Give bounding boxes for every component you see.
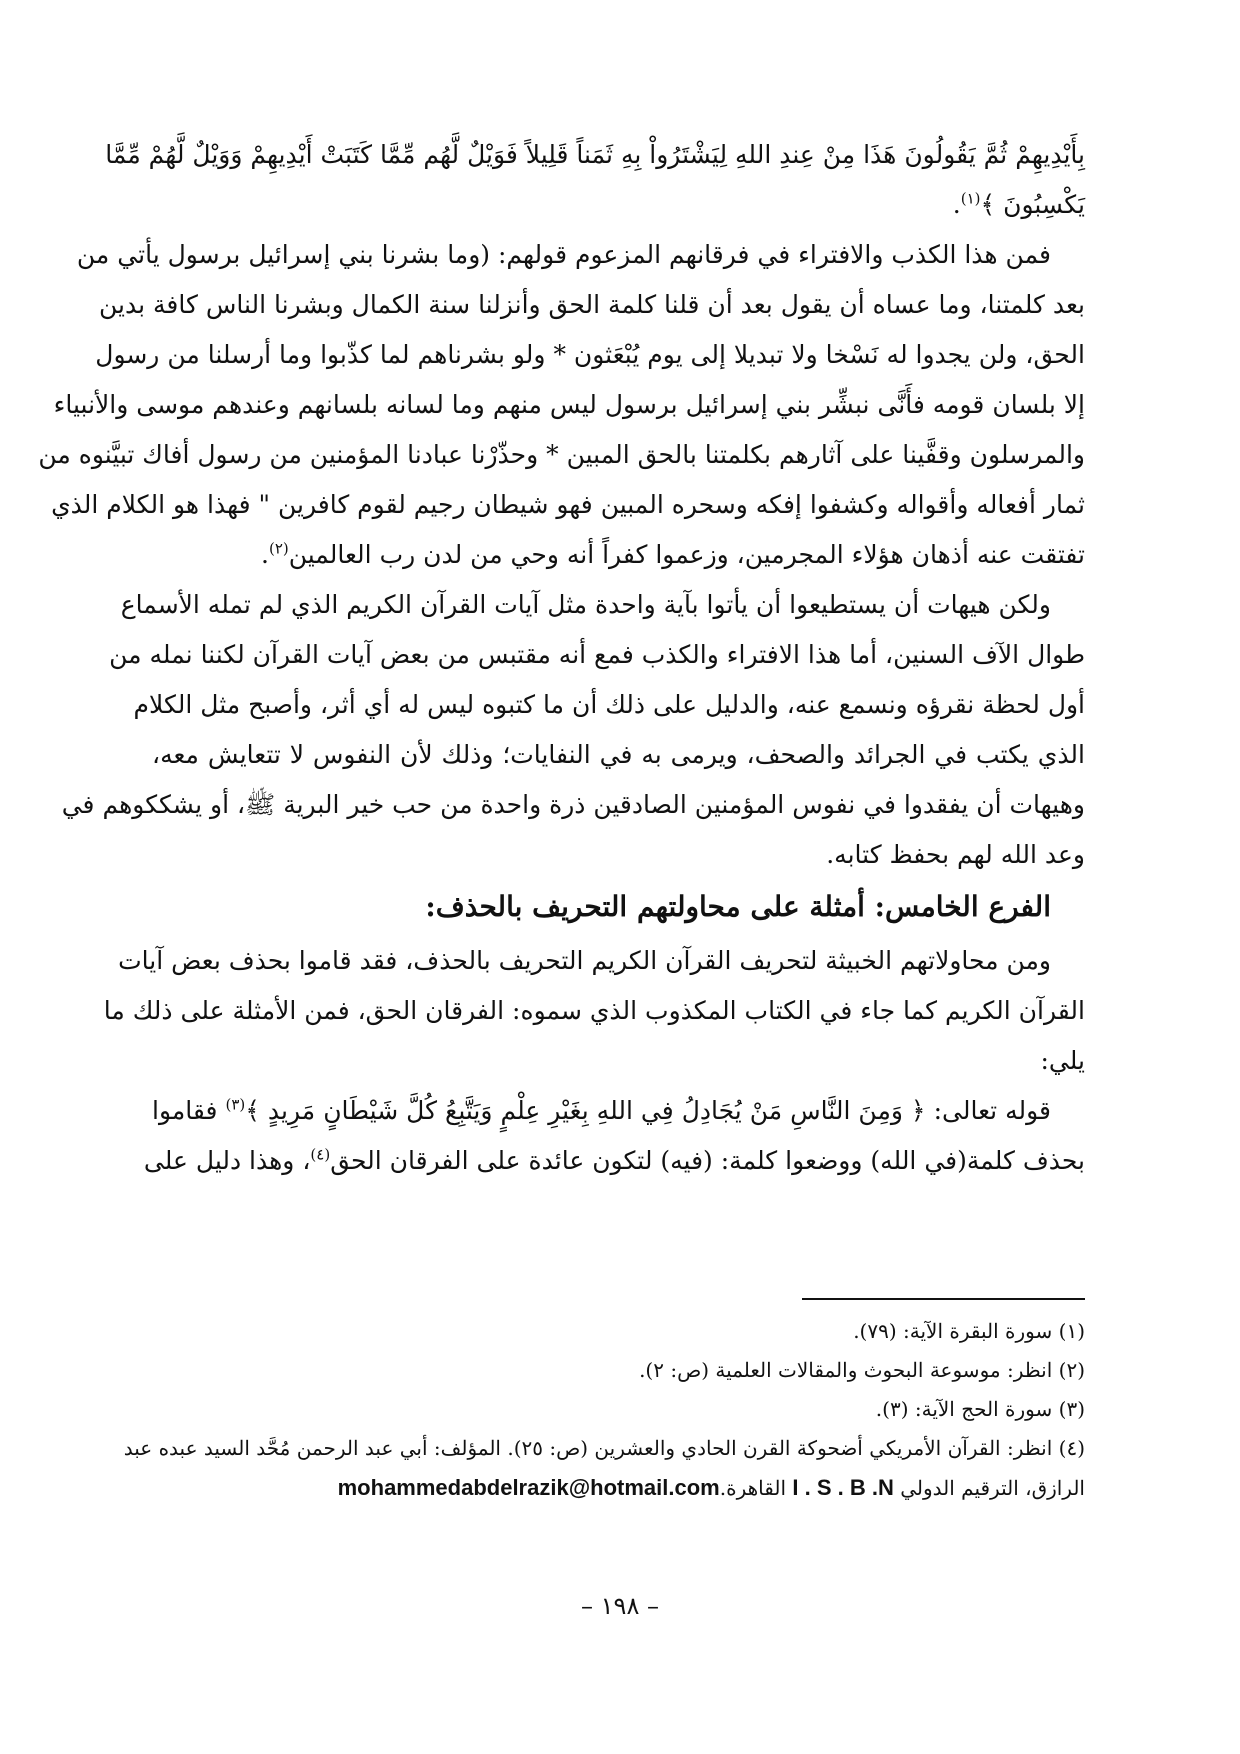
footnote-1: (١) سورة البقرة الآية: (٧٩).	[853, 1319, 1085, 1343]
footnote-ref-2[interactable]: (٢)	[268, 539, 289, 558]
para2-line-2: طوال الآف السنين، أما هذا الافتراء والكذب فمع أنه مقتبس من بعض آيات القرآن لكننا نمله من	[109, 640, 1085, 669]
para3-line-1: ومن محاولاتهم الخبيثة لتحريف القرآن الكريم التحريف بالحذف، فقد قاموا بحذف بعض آيات	[118, 946, 1051, 975]
para1-line-3: الحق، ولن يجدوا له نَسْخا ولا تبديلا إلى يوم يُبْعَثون * ولو بشرناهم لما كذّبوا وما أرسلنا من رسول	[95, 340, 1085, 369]
para4-line-2-end: ، وهذا دليل على	[143, 1146, 311, 1175]
email-link[interactable]: mohammedabdelrazik@hotmail.com	[337, 1475, 720, 1500]
section-heading: الفرع الخامس: أمثلة على محاولتهم التحريف بالحذف:	[425, 890, 1051, 923]
para3-line-2: القرآن الكريم كما جاء في الكتاب المكذوب الذي سموه: الفرقان الحق، فمن الأمثلة على ذلك ما	[103, 996, 1085, 1025]
para4-line-2-start: بحذف كلمة(في الله) ووضعوا كلمة: (فيه) لتكون عائدة على الفرقان الحق	[330, 1146, 1085, 1175]
footnote-4-line-1: (٤) انظر: القرآن الأمريكي أضحوكة القرن الحادي والعشرين (ص: ٢٥). المؤلف: أبي عبد الرحمن مُحَّد السيد عبده عبد	[123, 1436, 1085, 1460]
para4-line-2	[143, 1136, 1085, 1186]
para1-line-6: ثمار أفعاله وأقواله وكشفوا إفكه وسحره المبين فهو شيطان رجيم لقوم كافرين " فهذا هو الكلام الذي	[51, 490, 1085, 519]
footnote-ref-1[interactable]: (١)	[960, 189, 981, 208]
para1-line-1: فمن هذا الكذب والافتراء في فرقانهم المزعوم قولهم: (وما بشرنا بني إسرائيل برسول يأتي من	[76, 240, 1051, 269]
para3-line-3: يلي:	[1040, 1046, 1085, 1075]
footnote-4-line-2	[152, 1468, 1085, 1507]
para2-line-6: وعد الله لهم بحفظ كتابه.	[826, 840, 1085, 869]
footnote-ref-4[interactable]: (٤)	[310, 1145, 331, 1164]
para4-line-1-end: فقاموا	[152, 1096, 226, 1125]
footnotes-section	[123, 1312, 1085, 1507]
para4-line-1-start: قوله تعالى: ﴿ وَمِنَ النَّاسِ مَنْ يُجَادِلُ فِي اللهِ بِغَيْرِ عِلْمٍ وَيَتَّبِعُ كُلَّ شَيْطَانٍ مَرِيدٍ ﴾	[245, 1096, 1051, 1125]
footnote-4-label: الرازق، الترقيم الدولي	[900, 1476, 1085, 1500]
verse-line-2-text: يَكْسِبُونَ ﴾	[980, 190, 1085, 219]
para2-line-1: ولكن هيهات أن يستطيعوا أن يأتوا بآية واحدة مثل آيات القرآن الكريم الذي لم تمله الأسماع	[120, 590, 1051, 619]
footnote-divider	[802, 1298, 1085, 1300]
para1-last-end: .	[261, 540, 269, 569]
para4-line-1	[152, 1086, 1085, 1136]
para1-line-5: والمرسلون وقفَّينا على آثارهم بكلمتنا بالحق المبين * وحذّرْنا عبادنا المؤمنين من رسول أفاك تبيَّنوه من	[38, 440, 1085, 469]
para1-line-4: إلا بلسان قومه فأَنَّى نبشِّر بني إسرائيل برسول ليس منهم وما لسانه بلسانهم وعندهم موسى والأنبياء	[53, 390, 1085, 419]
page-number: – ١٩٨ –	[581, 1592, 659, 1620]
para2-line-4: الذي يكتب في الجرائد والصحف، ويرمى به في النفايات؛ وذلك لأن النفوس لا تتعايش معه،	[152, 740, 1085, 769]
para1-line-7	[152, 530, 1085, 580]
para1-line-2: بعد كلمتنا، وما عساه أن يقول بعد أن قلنا كلمة الحق وأنزلنا سنة الكمال وبشرنا الناس كافة بدين	[99, 290, 1085, 319]
verse-line-1: بِأَيْدِيهِمْ ثُمَّ يَقُولُونَ هَذَا مِنْ عِندِ اللهِ لِيَشْتَرُواْ بِهِ ثَمَناً قَلِيلاً فَوَيْلٌ لَّهُم مِّمَّا كَتَبَتْ أَيْدِيهِمْ وَوَيْلٌ لَّهُمْ مِّمَّا	[105, 140, 1085, 169]
footnote-4-city: القاهرة.	[719, 1476, 787, 1500]
para1-last-text: تفتقت عنه أذهان هؤلاء المجرمين، وزعموا كفراً أنه وحي من لدن رب العالمين	[288, 540, 1085, 569]
footnote-2: (٢) انظر: موسوعة البحوث والمقالات العلمية (ص: ٢).	[639, 1358, 1085, 1382]
para2-line-3: أول لحظة نقرؤه ونسمع عنه، والدليل على ذلك أن ما كتبوه ليس له أي أثر، وأصبح مثل الكلام	[133, 690, 1085, 719]
page-body	[38, 130, 1085, 1186]
isbn-text: I . S . B .N	[792, 1475, 894, 1500]
footnote-3: (٣) سورة الحج الآية: (٣).	[875, 1397, 1085, 1421]
verse-line-2	[152, 180, 1085, 230]
verse-line-2-end: .	[952, 190, 961, 219]
footnote-ref-3[interactable]: (٣)	[225, 1095, 246, 1114]
para2-line-5: وهيهات أن يفقدوا في نفوس المؤمنين الصادقين ذرة واحدة من حب خير البرية ﷺ، أو يشككوهم في	[61, 790, 1085, 819]
